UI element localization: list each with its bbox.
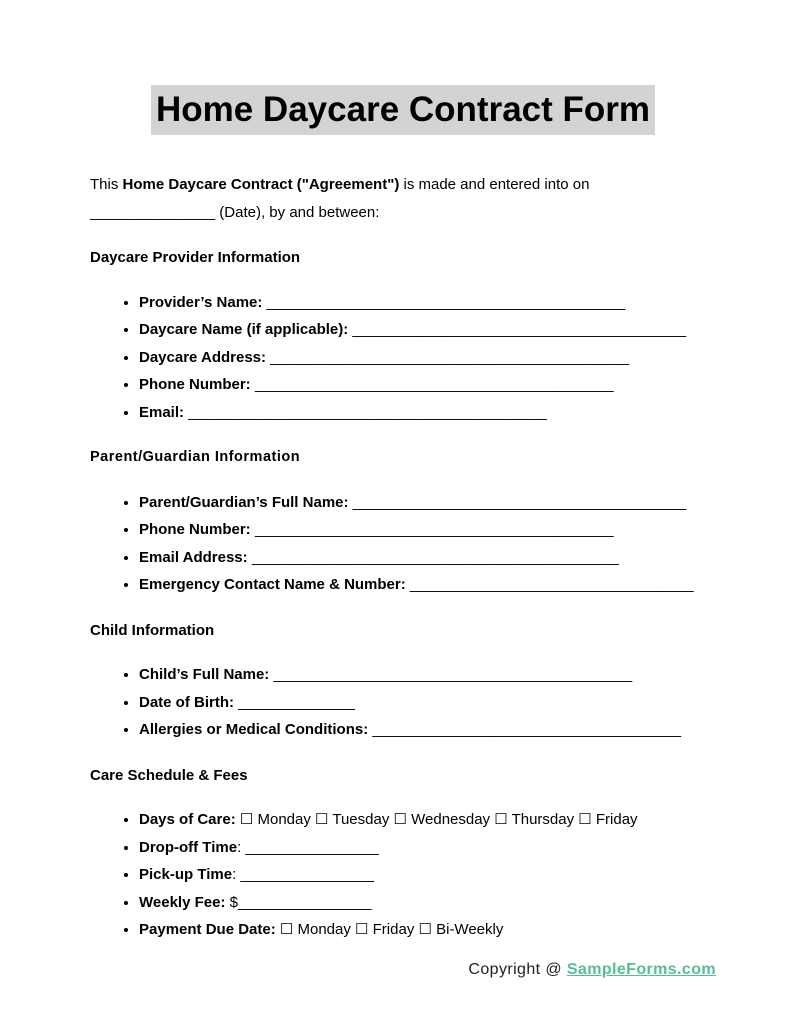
field-label: Email: xyxy=(139,403,185,421)
form-section xyxy=(90,444,716,599)
list-item xyxy=(139,289,716,317)
field-blank: _____________________________________ xyxy=(368,721,682,738)
field-blank: ______________ xyxy=(234,693,355,711)
field-blank: ___________________________________________ xyxy=(262,293,626,311)
list-item xyxy=(139,516,716,544)
footer xyxy=(90,961,716,979)
intro-date-blank-line: _______________ (Date), by and between: xyxy=(90,203,380,221)
list-item xyxy=(139,571,716,599)
field-blank: ________________________________________ xyxy=(348,321,687,338)
field-label: Child’s Full Name: xyxy=(139,666,270,683)
form-section xyxy=(90,244,716,426)
section-heading: Daycare Provider Information xyxy=(90,249,301,266)
document-title: Home Daycare Contract Form xyxy=(151,85,655,135)
field-blank: $________________ xyxy=(225,893,372,911)
list-item xyxy=(139,689,716,717)
list-item xyxy=(139,489,716,517)
list-item xyxy=(139,371,716,399)
section-heading: Child Information xyxy=(90,621,215,639)
field-list xyxy=(90,806,716,944)
field-list xyxy=(90,289,716,427)
form-section xyxy=(90,617,716,744)
field-label: Allergies or Medical Conditions: xyxy=(139,721,369,738)
list-item xyxy=(139,834,716,862)
section-heading: Parent/Guardian Information xyxy=(90,449,301,465)
list-item xyxy=(139,544,716,572)
field-blank: ________________________________________ xyxy=(348,493,687,511)
section-heading: Care Schedule & Fees xyxy=(90,766,248,784)
field-blank: ☐ Monday ☐ Tuesday ☐ Wednesday ☐ Thursday ☐ Friday xyxy=(235,811,638,828)
field-blank: ___________________________________________ xyxy=(266,348,629,366)
list-item xyxy=(139,716,716,744)
form-section xyxy=(90,762,716,944)
list-item xyxy=(139,399,716,427)
field-label: Weekly Fee: xyxy=(139,893,226,911)
field-blank: ___________________________________________ xyxy=(269,666,633,683)
field-blank: __________________________________ xyxy=(405,576,694,593)
field-blank: ____________________________________________ xyxy=(247,548,619,566)
field-blank: : ________________ xyxy=(232,866,374,883)
field-blank: : ________________ xyxy=(237,838,379,856)
sections xyxy=(90,244,716,944)
list-item xyxy=(139,316,716,344)
document-title-row xyxy=(90,85,716,135)
intro-text-bold: Home Daycare Contract ("Agreement") xyxy=(122,176,400,193)
list-item xyxy=(139,889,716,917)
field-label: Phone Number: xyxy=(139,376,251,393)
field-label: Payment Due Date: xyxy=(139,921,276,938)
field-blank: ___________________________________________ xyxy=(250,521,614,538)
field-label: Pick-up Time xyxy=(139,866,233,883)
list-item xyxy=(139,806,716,834)
intro-text-suffix: is made and entered into on xyxy=(399,176,590,193)
field-blank: ___________________________________________ xyxy=(250,376,614,393)
field-list xyxy=(90,661,716,744)
field-list xyxy=(90,489,716,599)
field-label: Drop-off Time xyxy=(139,838,238,856)
list-item xyxy=(139,861,716,889)
field-label: Emergency Contact Name & Number: xyxy=(139,576,406,593)
field-label: Phone Number: xyxy=(139,521,251,538)
list-item xyxy=(139,916,716,944)
field-label: Parent/Guardian’s Full Name: xyxy=(139,493,349,511)
list-item xyxy=(139,344,716,372)
field-label: Daycare Name (if applicable): xyxy=(139,321,349,338)
field-label: Date of Birth: xyxy=(139,693,234,711)
field-label: Email Address: xyxy=(139,548,248,566)
copyright-text: Copyright @ xyxy=(468,960,567,978)
field-blank: ☐ Monday ☐ Friday ☐ Bi-Weekly xyxy=(275,921,504,938)
list-item xyxy=(139,661,716,689)
field-label: Days of Care: xyxy=(139,811,236,828)
field-label: Daycare Address: xyxy=(139,348,267,366)
field-blank: ___________________________________________ xyxy=(184,403,547,421)
intro-text-prefix: This xyxy=(90,176,123,193)
intro-paragraph xyxy=(90,171,716,226)
sampleforms-link[interactable]: SampleForms.com xyxy=(566,960,716,978)
field-label: Provider’s Name: xyxy=(139,293,263,311)
